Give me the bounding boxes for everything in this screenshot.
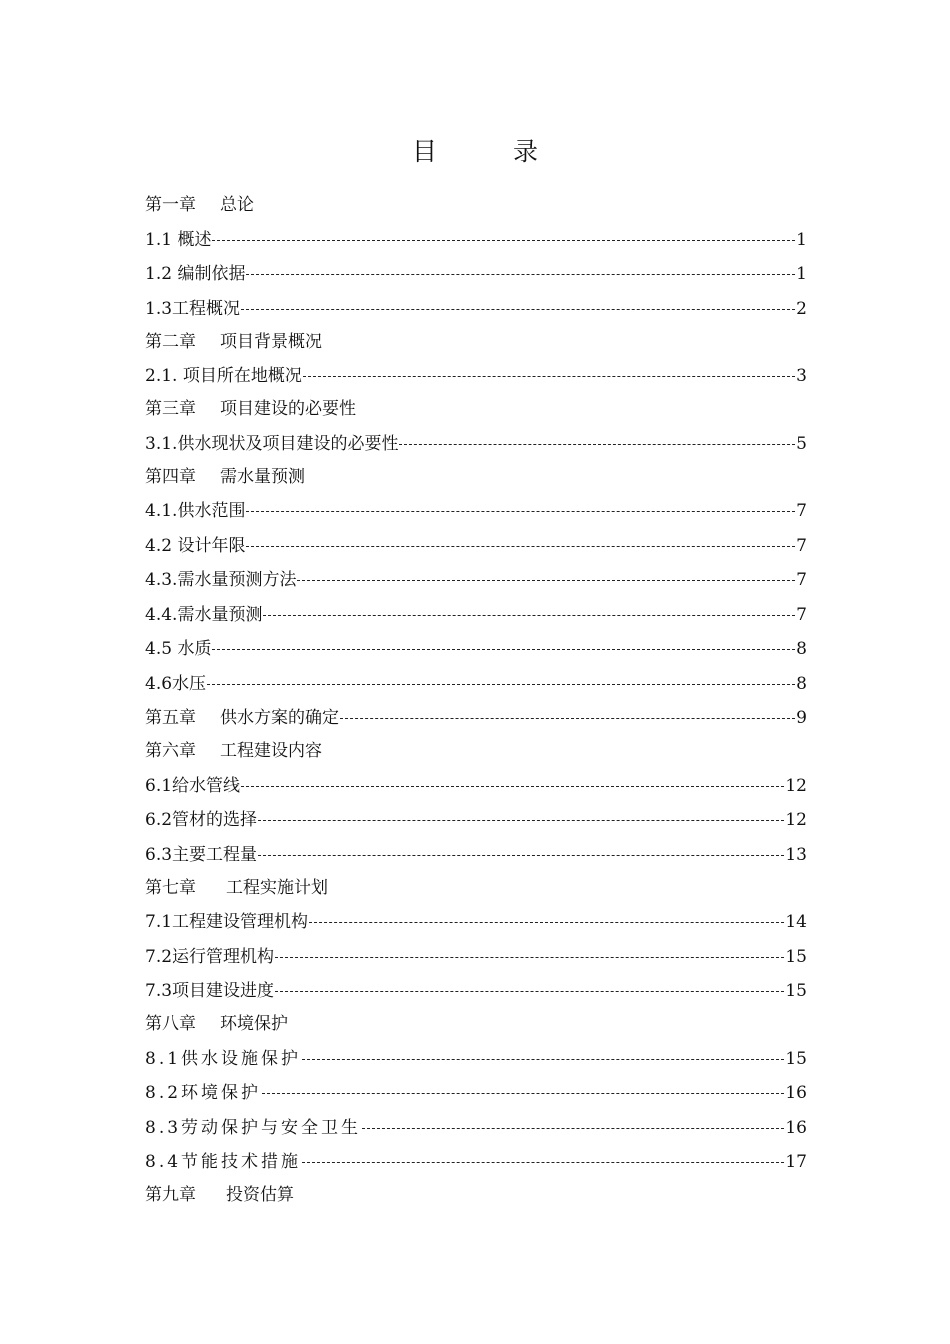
toc-title: 目 录	[412, 137, 572, 166]
toc-page-number: 12	[785, 810, 807, 830]
dot-leader	[246, 264, 795, 284]
toc-page-number: 13	[785, 844, 807, 865]
dot-leader	[302, 1152, 784, 1172]
toc-page-number: 17	[785, 1152, 807, 1172]
toc-entry[interactable]	[145, 1069, 807, 1104]
toc-entry-label: 第八章 环境保护	[145, 1014, 288, 1034]
toc-page-number: 16	[785, 1083, 807, 1103]
toc-entry-label: 1.2 编制依据	[145, 264, 246, 284]
toc-entry[interactable]	[145, 1034, 807, 1069]
toc-chapter[interactable]	[145, 386, 807, 419]
dot-leader	[241, 299, 795, 319]
dot-leader	[399, 434, 795, 454]
toc-page-number: 9	[796, 708, 807, 728]
toc-entry-label: 1.1 概述	[145, 229, 212, 250]
toc-page-number: 5	[796, 433, 807, 454]
dot-leader	[262, 1083, 784, 1103]
dot-leader	[212, 639, 795, 659]
toc-entry[interactable]	[145, 487, 807, 522]
dot-leader	[275, 981, 784, 1001]
toc-entry-label: 第五章 供水方案的确定	[145, 708, 339, 728]
toc-entry-label: 7.3项目建设进度	[145, 981, 275, 1001]
toc-entry-label: 1.3工程概况	[145, 298, 241, 319]
dot-leader	[246, 536, 795, 556]
toc-page-number: 7	[796, 604, 807, 625]
toc-entry[interactable]	[145, 284, 807, 319]
toc-entry-label: 6.2管材的选择	[145, 810, 258, 830]
toc-entry[interactable]	[145, 625, 807, 660]
toc-entry[interactable]	[145, 898, 807, 933]
dot-leader	[309, 912, 784, 932]
toc-entry[interactable]	[145, 1103, 807, 1138]
toc-page-number: 8	[796, 673, 807, 694]
toc-entry[interactable]	[145, 419, 807, 454]
toc-entry-label: 4.6水压	[145, 673, 207, 694]
toc-page-number: 12	[785, 775, 807, 796]
dot-leader	[212, 230, 795, 250]
toc-entry-label: 3.1.供水现状及项目建设的必要性	[145, 433, 399, 454]
toc-entry-label: 第九章 投资估算	[145, 1185, 294, 1205]
toc-page-number: 3	[796, 366, 807, 386]
toc-entry[interactable]	[145, 1138, 807, 1173]
dot-leader	[362, 1118, 784, 1138]
toc-entry-label: 第三章 项目建设的必要性	[145, 399, 356, 419]
toc-page-number: 15	[785, 1048, 807, 1069]
toc-page-number: 7	[796, 570, 807, 590]
dot-leader	[241, 776, 784, 796]
toc-chapter[interactable]	[145, 1001, 807, 1034]
table-of-contents	[145, 182, 807, 1205]
dot-leader	[246, 501, 795, 521]
toc-entry-label: 8.2环境保护	[145, 1083, 262, 1103]
dot-leader	[297, 570, 795, 590]
toc-chapter[interactable]	[145, 1172, 807, 1205]
toc-chapter[interactable]	[145, 454, 807, 487]
toc-entry[interactable]	[145, 215, 807, 250]
toc-chapter[interactable]	[145, 865, 807, 898]
toc-entry-label: 4.3.需水量预测方法	[145, 570, 297, 590]
toc-entry[interactable]	[145, 967, 807, 1002]
toc-entry-label: 7.1工程建设管理机构	[145, 912, 309, 932]
toc-entry[interactable]	[145, 761, 807, 796]
toc-entry-label: 2.1. 项目所在地概况	[145, 366, 302, 386]
toc-entry-label: 8.3劳动保护与安全卫生	[145, 1117, 362, 1138]
dot-leader	[258, 810, 784, 830]
toc-page-number: 15	[785, 981, 807, 1001]
toc-entry[interactable]	[145, 521, 807, 556]
toc-entry[interactable]	[145, 830, 807, 865]
dot-leader	[303, 366, 795, 386]
toc-entry[interactable]	[145, 932, 807, 967]
toc-entry-label: 4.1.供水范围	[145, 501, 246, 521]
toc-page-number: 7	[796, 535, 807, 556]
toc-page-number: 16	[785, 1117, 807, 1138]
toc-entry-label: 6.1给水管线	[145, 775, 241, 796]
toc-entry-label: 7.2运行管理机构	[145, 946, 275, 967]
toc-entry[interactable]	[145, 352, 807, 387]
toc-entry-label: 8.4节能技术措施	[145, 1152, 302, 1172]
dot-leader	[263, 605, 795, 625]
toc-entry-label: 4.2 设计年限	[145, 535, 246, 556]
toc-entry-label: 第一章 总论	[145, 195, 254, 215]
toc-entry-label: 4.5 水质	[145, 639, 212, 659]
toc-entry[interactable]	[145, 590, 807, 625]
toc-page-number: 15	[785, 946, 807, 967]
toc-entry-label: 4.4.需水量预测	[145, 604, 263, 625]
toc-entry-label: 第七章 工程实施计划	[145, 877, 328, 898]
toc-chapter[interactable]	[145, 694, 807, 729]
toc-page-number: 7	[796, 501, 807, 521]
dot-leader	[258, 845, 784, 865]
dot-leader	[275, 947, 784, 967]
toc-entry-label: 第四章 需水量预测	[145, 466, 305, 487]
toc-page-number: 1	[796, 264, 807, 284]
toc-chapter[interactable]	[145, 182, 807, 215]
toc-entry-label: 第二章 项目背景概况	[145, 331, 322, 352]
toc-entry[interactable]	[145, 556, 807, 591]
toc-entry[interactable]	[145, 659, 807, 694]
toc-entry-label: 6.3主要工程量	[145, 844, 258, 865]
toc-page-number: 14	[785, 912, 807, 932]
toc-page-number: 2	[796, 298, 807, 319]
toc-chapter[interactable]	[145, 319, 807, 352]
toc-entry-label: 第六章 工程建设内容	[145, 741, 322, 761]
toc-entry[interactable]	[145, 796, 807, 831]
toc-entry-label: 8.1供水设施保护	[145, 1048, 302, 1069]
dot-leader	[207, 674, 795, 694]
toc-entry[interactable]	[145, 250, 807, 285]
dot-leader	[340, 708, 795, 728]
dot-leader	[302, 1049, 784, 1069]
toc-chapter[interactable]	[145, 728, 807, 761]
toc-page-number: 8	[796, 639, 807, 659]
toc-page-number: 1	[796, 229, 807, 250]
